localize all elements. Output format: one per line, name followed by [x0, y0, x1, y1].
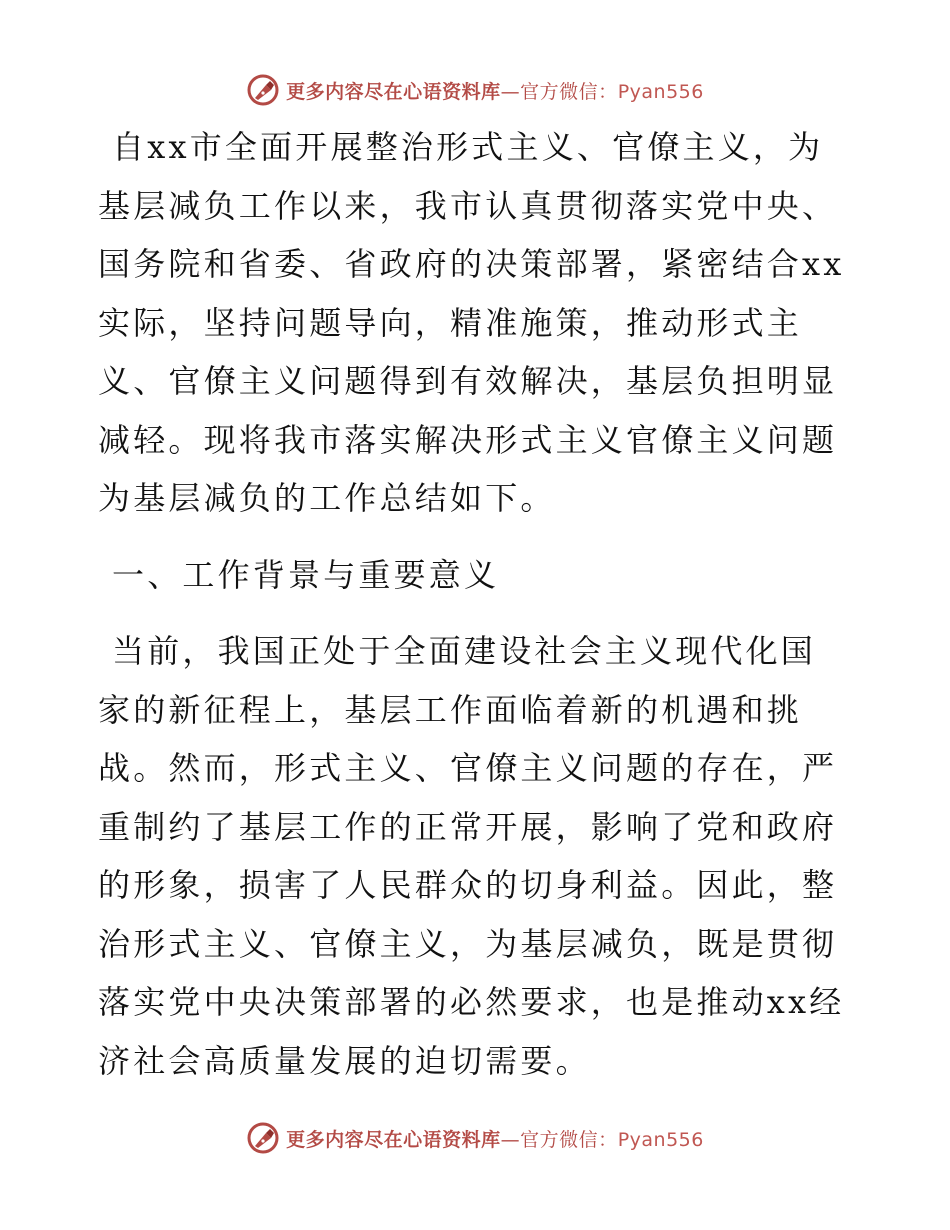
section-heading: 一、工作背景与重要意义	[112, 555, 500, 594]
banner-text	[286, 1125, 704, 1152]
intro-paragraph: 自xx市全面开展整治形式主义、官僚主义，为基层减负工作以来，我市认真贯彻落实党中央、国务院和省委、省政府的决策部署，紧密结合xx实际，坚持问题导向，精准施策，推动形式主义、官僚主义问题得到有效解决，基层负担明显减轻。现将我市落实解决形式主义官僚主义问题为基层减负的工作总结如下。	[98, 128, 845, 517]
banner-site-text: 更多内容尽在心语资料库	[286, 1128, 501, 1151]
banner-wechat-id: Pyan556	[617, 1128, 704, 1151]
banner-dash: —	[500, 80, 521, 103]
footer-banner	[0, 1118, 950, 1158]
banner-dash: —	[500, 1128, 521, 1151]
banner-site-text: 更多内容尽在心语资料库	[286, 80, 501, 103]
banner-official-label: 官方微信：	[520, 80, 618, 103]
document-body	[98, 118, 850, 1090]
pen-nib-logo-icon	[246, 1121, 280, 1155]
banner-official-label: 官方微信：	[520, 1128, 618, 1151]
banner-text	[286, 77, 704, 104]
pen-nib-logo-icon	[246, 73, 280, 107]
banner-wechat-id: Pyan556	[617, 80, 704, 103]
header-banner	[0, 70, 950, 110]
section-paragraph: 当前，我国正处于全面建设社会主义现代化国家的新征程上，基层工作面临着新的机遇和挑战。然而，形式主义、官僚主义问题的存在，严重制约了基层工作的正常开展，影响了党和政府的形象，损害了人民群众的切身利益。因此，整治形式主义、官僚主义，为基层减负，既是贯彻落实党中央决策部署的必然要求，也是推动xx经济社会高质量发展的迫切需要。	[98, 632, 845, 1080]
